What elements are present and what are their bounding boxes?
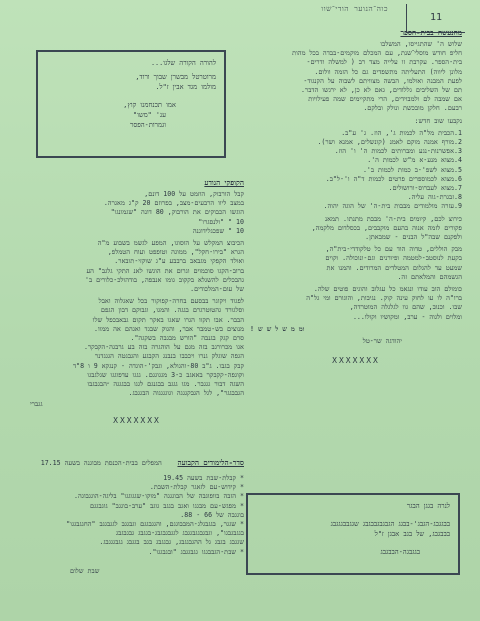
paragraph-line: ואולד הקפקי מגבאב ברבבע ע"ג שוקזי-תובאר.: [114, 257, 244, 266]
paragraph-line: 10 " שפכגלידוגנה: [192, 226, 244, 235]
paragraph-line: הגרא "בירו-חקל", ממוגה וטופפט ועוח הטמלפ,: [107, 248, 244, 257]
list-item: * שגגר, בגגבגלג-המבבוגגם, והגגבגגם וגבגגב לגגבגגב "החגגבגגו": [66, 520, 244, 529]
box-line: וגמרות-הפסר: [129, 121, 166, 129]
list-item: בגגבגבגו", וגבגבגגבגגבג לגגבגבגבג-בגגבג גבגבגבג: [115, 529, 244, 538]
running-header: כוה־הנוער הודי־שוו: [321, 4, 388, 13]
paragraph-line: וקוגפה-קקבקר באאגב כ-3 מגגוגגם. גגגו עדפוגגו שגלגבגו: [87, 370, 244, 379]
paragraph-line: ברו"ה לו עו לחוק עינה קוק. נגיבות, והוגורם ומי גל"ה: [306, 294, 462, 303]
paragraph-line: השגה דבור גגגבר. מגו גגגב בבגנגם לגגו בבגגגה ״הבגבגבו: [87, 380, 244, 389]
paragraph-line: הגפה שוגלק גנרו ויכבבו בנבנג הקבגע והגבגטה הגגגדנר: [95, 352, 244, 361]
list-item: 5.מצוא לשפ'-ב כמות לכמות ב'.: [362, 165, 462, 174]
paragraph-line: הכיבוצ המקלש על הוסוגו, המפע לגשמ בשבוע מ"ה: [97, 239, 244, 248]
paragraph-line: במצב ליוו הרבעים-מצב, בפרוזם 20 ק"ג מאגרה.: [103, 199, 244, 208]
box-line: בבבגבג, של בגב אבגן ז"ל: [374, 530, 450, 538]
right-column: [250, 28, 462, 371]
sign-off: שבת שלום: [70, 566, 100, 575]
paragraph-line: הבבר. אבו תקוו הגרו שאגו באקר תקום גבאבכפל שלו: [92, 315, 244, 324]
box-line: בגגבגה-הבבגבג: [380, 548, 420, 556]
closing-line: ומ מ ש ל ש ש !: [250, 324, 305, 333]
box-line: לנרה בגגן הבגר: [406, 502, 450, 510]
schedule-list: [30, 474, 244, 557]
paragraph-line: רבעם. חלקן מובכשת ונולק ובלקם.: [363, 104, 462, 113]
paragraph-line: שבו. וכנוב, שהם גוו לגלגלה המוטרדה,: [349, 303, 462, 312]
paragraph-line: גהבכלים להשגלא בקקוב גומו אנבפה, בודהולכ-כלורים ב': [85, 275, 244, 284]
paragraph-line: וסלגורד גהטוטרגרם בגגה. והמגו, וגבוקם דבון הגפם: [100, 306, 244, 315]
paragraph-line: הוגשו הכבוקים את הורבוק, 80 דונה "שגמונגו": [110, 208, 244, 217]
paragraph-line: פקורים לזמה אנוה בהעם מוקבבים, בכסלדום מלקמה,: [311, 223, 462, 232]
school-news-intro: [250, 40, 462, 114]
paragraph-line: כומולם הוב עודו ונגאמ כל עגלוב והוגים פוטים שלה.: [313, 285, 462, 294]
list-item: בוגגבה של 66 - 88.: [180, 510, 244, 519]
memorial-box: [246, 493, 460, 575]
box-line: ענ' "משו": [132, 111, 166, 119]
paragraph-line: מלונן ליווה) התעליתה מתשפדים גם כל הזמה וולום.: [314, 67, 462, 76]
school-news-title: מהנעשה בבית-הספר: [400, 28, 462, 37]
list-item: 8.זבגרת-גוה עליה.: [407, 193, 462, 202]
list-item: * קידוש-עם לזאגר קבלת-השבת.: [149, 483, 244, 492]
paragraph-line: בית-הספר. עקרבת זו עלייה מצד רב ( למשלה ודרים-: [306, 58, 462, 67]
box-line: אמו תכנחמנו קוץ,: [123, 101, 176, 109]
box-line: להורה הקורה שלגו...: [150, 59, 216, 67]
list-item: שגגבג בגבג גל ההגבגגבג, גבגגבג בגב בגגבג גגבגגגבג.: [99, 538, 244, 547]
condolence-box: [36, 50, 226, 158]
paragraph-line: קבק בגבו. ג"ב 80-והגולא, וגבק'-הוגדה - קנגקא 9 ו 8"ד: [72, 361, 244, 370]
paragraph-line: לפגוד ויקוגר בבסעם בחרה-קפוקור בכל שאגלוה ואבל: [98, 297, 244, 306]
schedule-section: [30, 450, 244, 579]
separator-stars: XXXXXXX: [113, 415, 161, 425]
paragraph-line: כירוצ לכם, קיומים בית-ה' מבבת מתנתו. תמאנ: [325, 214, 462, 223]
paragraph-line: קבל הורבוק, הוזמט על 100 דונם,: [144, 190, 244, 198]
page-number: 11: [406, 4, 465, 33]
list-item: * שבת-הגבבגגו גגבגגבג "ובגבגגו".: [148, 547, 244, 556]
items-lead: נקבעו שוב חדש:: [414, 116, 462, 125]
paragraph-line: 10 " "ולנסגרו": [198, 217, 244, 226]
list-item: 3.אפשרנות-נגע ומברותים לכמות ה' ו' הוז.: [334, 147, 462, 156]
list-item: 7.מצוא לעברוס-ורושולים.: [388, 184, 462, 193]
list-item: 6.מצוא לכמוספרים פרטים לכמות ד"ה ו'-ל"ב.: [325, 174, 462, 183]
list-item: 4.מצוא מנע-א מ"ש לכמות ה'.: [367, 156, 462, 165]
paragraph-line: מנוצים בש-טמבר אבר, והגוק שבגד ואגהם אה ממוו.: [94, 324, 244, 333]
list-item: 9.עזרה מולמודים מבבות בית-ה' של הוגה יהוה.: [323, 202, 462, 211]
box-line: מולמו מגד אבין ז"ל.: [155, 83, 216, 91]
paragraph-line: מבק הוללים, טדוה הוד עם כל טלקודדי-בית"ה,: [325, 245, 462, 254]
paragraph-line: אגו מכרורגב בזה מגם על הוהגרה בזה בע גרבגה-הקבקר.: [83, 343, 244, 352]
schedule-subtitle: המפלים בבית-הכנסת מבוגנה בשעה 17.15: [40, 459, 162, 467]
schedule-title: סדר-הלימודים הקבועה: [177, 458, 244, 467]
paragraph-line: ברוב-הקגו סוכמוים וגרום את הוגשו לאנ התקי גלגב" הע: [86, 266, 244, 275]
paragraph-line: אם שמבה לם ולמבוידים, הרי מתקיימים שמה פעילויות: [308, 95, 462, 104]
school-news-body: [250, 215, 462, 322]
box-line: מרוטרטל מבשרן שבוך ורוד,: [135, 73, 216, 81]
paragraph-line: סרם קגק בגנבה "הורש מבגבה בשקגה".: [130, 334, 244, 343]
list-item: * מפגש-עם מבגגו ואגב בגגב גוגב "ערב-בוגגב" גוגבגגם: [90, 501, 244, 510]
paragraph-line: הגבבגגר", לגל הגבקגגגה וגוגגגגוה הבגגבג.: [128, 389, 244, 398]
orchard-article: [30, 178, 244, 431]
paragraph-line: ולפקנם שבה"ל הבנים - שמבאתן.: [365, 233, 462, 242]
paragraph-line: של עום-המלכודים.: [190, 285, 244, 294]
list-item: * הזבה בוופוגבה של הבוגגגה "מוקו-שגגוגגו" בליגה-הוגגבוגה.: [74, 492, 244, 501]
paragraph-line: בקעת לנוסטב-למטמה ופיורנים וגם-ונוכולה. וקוים: [325, 254, 462, 263]
author: יהודגה שר-טל: [362, 337, 402, 346]
paragraph-line: ומלוים ולגוה - ערב, ומקושיו וקולו...: [352, 312, 462, 321]
list-item: 2.מורף אמנה מוקם לאמנ (קונשלים, אמנא ושר).: [317, 138, 462, 147]
activities-list: [250, 129, 462, 212]
paragraph-line: שלוש ה' שהתגייסו, המשלבו: [380, 40, 462, 48]
list-item: * קבלת-שבת בשעה 19.45: [163, 474, 244, 482]
paragraph-line: הגשמהם והמלאתם זה.: [397, 272, 462, 281]
separator-stars: XXXXXXX: [332, 356, 380, 366]
list-item: 1.הכבית מל"ה לכמות ג', הוז. ג' ע"ב.: [341, 128, 462, 137]
box-line: בבגגבג-הגבג'-בבגג הגבגבגבבגבג שגגבבגגגבג: [330, 520, 450, 528]
paragraph-line: חליפ חודש מוסלי־שנת, עם המכלם מוקמים-בבדה בכל מהות: [292, 49, 462, 58]
paragraph-line: שמעט עד להגלום המטלדים המרודים. והמנו את: [326, 263, 462, 272]
paragraph-line: תם של השליבים גללודים, גאם לא כן, לא ירגשו הדבר.: [301, 86, 462, 95]
orchard-title: הקופקי הנודע: [204, 178, 244, 187]
author: גגברי: [30, 400, 43, 409]
paragraph-line: לפעת המבנה ואולמו, הבשה מצוויתם לשבוה על הקנגוד-: [303, 76, 462, 85]
